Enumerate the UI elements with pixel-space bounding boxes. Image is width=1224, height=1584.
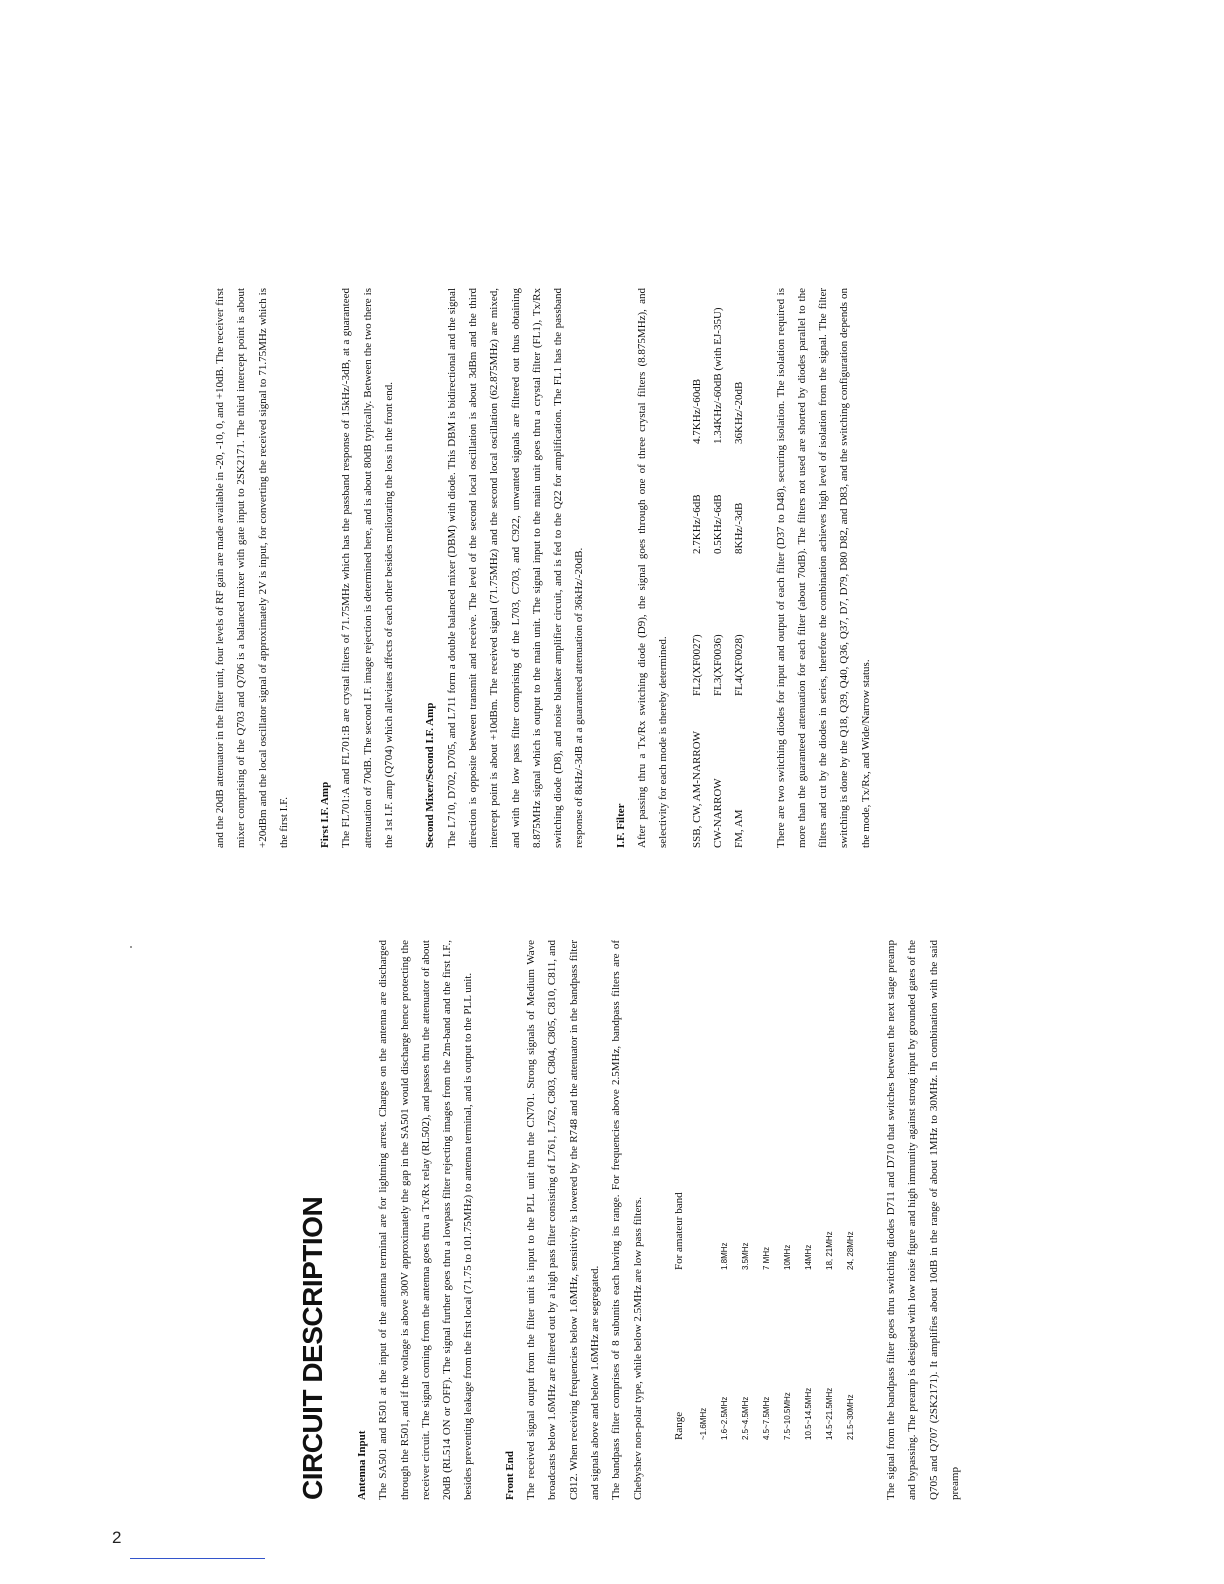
preamp-text-right: and the 20dB attenuator in the filter unit, four levels of RF gain are made available in -20, -10, 0, and +10dB. The receiver first mixer comprising of the Q703 and Q706 is a balanced mixer with gate input to 2SK2171. The third intercept point is about +20dBm and the local oscillator signal of approximately 2V is input, for converting the received signal to 71.75MHz which is the first I.F. bbox=[214, 288, 290, 848]
filter-passband: 2.7KHz/-6dB bbox=[690, 494, 703, 554]
band-range: 2.5~4.5MHz bbox=[741, 1396, 751, 1440]
preamp-text-left: The signal from the bandpass filter goes thru switching diodes D711 and D710 that switches between the next stage preamp and bypassing. The preamp is designed with low noise figure and high immunity against strong input by grounded gates of the Q705 and Q707 (2SK2171). It amplifies about 10dB in the range of about 1MHz to 30MHz. In combination with the said preamp bbox=[885, 940, 962, 1500]
band-range: 1.6~2.5MHz bbox=[720, 1396, 730, 1440]
band-range: 10.5~14.5MHz bbox=[804, 1387, 814, 1440]
band-table-header-amateur: For amateur band bbox=[672, 1192, 685, 1270]
band-amateur: 18, 21MHz bbox=[825, 1231, 835, 1270]
band-range: ~1.6MHz bbox=[699, 1407, 709, 1440]
table-row bbox=[693, 1192, 714, 1440]
front-end-text-2: The bandpass filter comprises of 8 subunits each having its range. For frequencies above 2.5MHz, bandpass filters are of Chebyshev non-polar type, while below 2.5MHz are low pass filters. bbox=[610, 940, 644, 1500]
left-column bbox=[296, 940, 966, 1500]
band-table bbox=[669, 1192, 861, 1440]
band-amateur: 1.8MHz bbox=[720, 1242, 730, 1270]
first-if-heading: First I.F. Amp bbox=[319, 781, 332, 848]
band-range: 4.5~7.5MHz bbox=[762, 1396, 772, 1440]
filter-mode: FM, AM bbox=[733, 809, 746, 848]
band-range: 14.5~21.5MHz bbox=[825, 1387, 835, 1440]
filter-attenuation: 4.7KHz/-60dB bbox=[690, 378, 703, 444]
filter-part: FL3(XF0036) bbox=[711, 634, 724, 696]
table-row bbox=[708, 307, 729, 848]
antenna-input-heading: Antenna Input bbox=[356, 1430, 368, 1500]
filter-passband: 0.5KHz/-6dB bbox=[711, 494, 724, 554]
first-if-text: The FL701:A and FL701:B are crystal filters of 71.75MHz which has the passband response of 15kHz/-3dB, at a guaranteed attenuation of 70dB. The second I.F. image rejection is determined here, and is about 80dB typically. Between the two there is the 1st I.F. amp (Q704) which alleviates affects of each other besides meliorating the loss in the front end. bbox=[340, 288, 396, 848]
front-end-heading: Front End bbox=[503, 1450, 516, 1500]
band-table-header-range: Range bbox=[672, 1411, 685, 1440]
if-filter-text: After passing thru a Tx/Rx switching diode (D9), the signal goes through one of three crystal filters (8.875MHz), and selectivity for each mode is thereby determined. bbox=[636, 288, 670, 848]
filter-part: FL2(XF0027) bbox=[690, 634, 703, 696]
filter-part: FL4(XF0028) bbox=[733, 634, 746, 696]
band-amateur: 14MHz bbox=[804, 1244, 814, 1270]
filter-attenuation: 1.34KHz/-60dB (with EJ-35U) bbox=[711, 307, 724, 444]
filter-attenuation: 36KHz/-20dB bbox=[733, 381, 746, 444]
band-amateur: 3.5MHz bbox=[741, 1242, 751, 1270]
filter-mode: CW-NARROW bbox=[711, 778, 724, 848]
table-row bbox=[798, 1192, 819, 1440]
band-amateur: 10MHz bbox=[783, 1244, 793, 1270]
table-row bbox=[735, 1192, 756, 1440]
table-row bbox=[714, 1192, 735, 1440]
table-row bbox=[840, 1192, 861, 1440]
table-row bbox=[777, 1192, 798, 1440]
band-amateur: 7 MHz bbox=[762, 1246, 772, 1270]
band-range: 7.5~10.5MHz bbox=[783, 1392, 793, 1440]
antenna-input-text: The SA501 and R501 at the input of the antenna terminal are for lightning arrest. Charges on the antenna are discharged through the R501, and if the voltage is above 300V approximately the gap in the SA501 would discharge hence protecting the receiver circuit. The signal coming from the antenna goes thru a Tx/Rx relay (RL502), and passes thru the attenuator of about 20dB (RL514 ON or OFF). The signal further goes thru a lowpass filter rejecting images from the 2m-band and the first I.F., besides preventing leakage from the first local (71.75 to 101.75MHz) to antenna terminal, and is output to the PLL unit. bbox=[377, 940, 475, 1500]
table-row bbox=[819, 1192, 840, 1440]
right-column bbox=[210, 288, 877, 848]
page-number: 2 bbox=[112, 1528, 122, 1547]
table-row bbox=[729, 307, 750, 848]
table-row bbox=[756, 1192, 777, 1440]
filter-mode: SSB, CW, AM-NARROW bbox=[690, 731, 703, 848]
if-filter-text-2: There are two switching diodes for input and output of each filter (D37 to D48), securing isolation. The isolation required is more than the guaranteed attenuation for each filter (about 70dB). The filters not used are shorted by diodes parallel to the filters and cut by the diodes in series, therefore the combination achieves high level of isolation from the signal. The filter switching is done by the Q18, Q39, Q40, Q36, Q37, D7, D79, D80 D82, and D83, and the switching configuration depends on the mode, Tx/Rx, and Wide/Narrow status. bbox=[774, 288, 872, 848]
if-filter-table bbox=[687, 307, 751, 848]
document-title: CIRCUIT DESCRIPTION bbox=[297, 1196, 328, 1500]
front-end-text-1: The received signal output from the filter unit is input to the PLL unit thru the CN701. Strong signals of Medium Wave broadcasts below 1.6MHz are filtered out by a high pass filter consisting of L761, L762, C803, C804, C805, C810, C811, and C812. When receiving frequencies below 1.6MHz, sensitivity is lowered by the R748 and the attenuator in the bandpass filter and signals above and below 1.6MHz are segregated. bbox=[525, 940, 601, 1500]
band-amateur bbox=[693, 1192, 714, 1270]
second-mixer-text: The L710, D702, D705, and L711 form a double balanced mixer (DBM) with diode. This DBM is bidirectional and the signal direction is opposite between transmit and receive. The level of the second local oscillation is about 3dBm and the third intercept point is about +10dBm. The received signal (71.75MHz) and the second local oscillation (62.875MHz) are mixed, and with the low pass filter comprising of the L703, C703, and C922, unwanted signals are filtered out thus obtaining 8.875MHz signal which is output to the main unit. The signal input to the main unit goes thru a crystal filter (FL1), Tx/Rx switching diode (D8), and noise blanker amplifier circuit, and is fed to the Q22 for amplification. The FL1 has the passband response of 8kHz/-3dB at a guaranteed attenuation of 36kHz/-20dB. bbox=[445, 288, 586, 848]
band-range: 21.5~30MHz bbox=[846, 1394, 856, 1440]
table-row bbox=[687, 307, 708, 848]
if-filter-heading: I.F. Filter bbox=[614, 803, 627, 848]
filter-passband: 8KHz/-3dB bbox=[733, 502, 746, 554]
second-mixer-heading: Second Mixer/Second I.F. Amp bbox=[424, 702, 437, 848]
band-amateur: 24, 28MHz bbox=[846, 1231, 856, 1270]
